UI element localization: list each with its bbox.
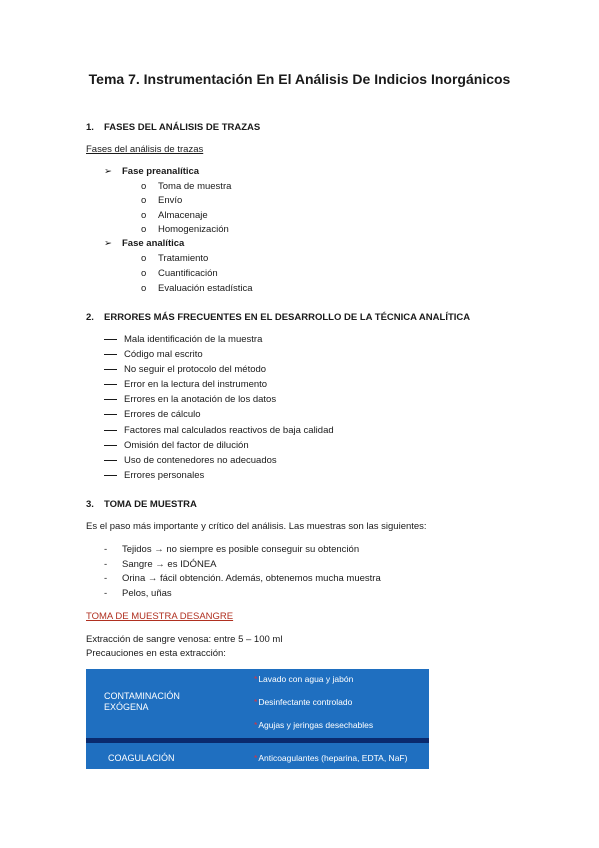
- list-item: [104, 334, 262, 345]
- subheading-toma-sangre: TOMA DE MUESTRA DESANGRE: [86, 611, 234, 622]
- section-number: 3.: [86, 499, 94, 510]
- list-item-text: No seguir el protocolo del método: [124, 364, 267, 375]
- list-item-text: Orina → fácil obtención. Además, obtenemos mucha muestra: [122, 573, 381, 584]
- circle-bullet-icon: o: [141, 253, 147, 264]
- list-item: [104, 588, 172, 599]
- list-item: [104, 409, 201, 420]
- section-title: FASES DEL ANÁLISIS DE TRAZAS: [104, 122, 261, 133]
- panel-label-line: EXÓGENA: [104, 702, 149, 712]
- circle-bullet-icon: o: [141, 268, 147, 279]
- dash-bullet-icon: [104, 399, 117, 400]
- arrow-bullet-icon: ➢: [104, 166, 112, 177]
- list-item-text: Errores en la anotación de los datos: [124, 394, 277, 405]
- list-item-text: Tratamiento: [158, 253, 209, 264]
- list-item-text: Pelos, uñas: [122, 588, 172, 599]
- list-item-text: Cuantificación: [158, 268, 218, 279]
- list-item-text: Mala identificación de la muestra: [124, 334, 263, 345]
- list-item: [104, 544, 359, 555]
- text-line: Extracción de sangre venosa: entre 5 – 100 ml: [86, 634, 283, 645]
- circle-bullet-icon: o: [141, 224, 147, 235]
- phase-label: Fase analítica: [122, 238, 185, 249]
- panel-item: [254, 720, 373, 730]
- list-item: [141, 268, 218, 279]
- circle-bullet-icon: o: [141, 283, 147, 294]
- list-item-phase: [104, 166, 199, 177]
- list-item-text: Tejidos → no siempre es posible conseguir su obtención: [122, 544, 360, 555]
- list-item: [104, 455, 277, 466]
- panel-item: [254, 674, 353, 684]
- list-item-text: Almacenaje: [158, 210, 208, 221]
- section-heading-3: [86, 499, 197, 510]
- text-line: Precauciones en esta extracción:: [86, 648, 226, 659]
- list-item: [141, 283, 253, 294]
- arrow-bullet-icon: ➢: [104, 238, 112, 249]
- list-item: [141, 195, 182, 206]
- dash-bullet-icon: [104, 475, 117, 476]
- precautions-panel: [86, 669, 429, 769]
- hyphen-bullet-icon: -: [104, 588, 108, 599]
- dash-bullet-icon: [104, 354, 117, 355]
- section-intro: Es el paso más importante y crítico del análisis. Las muestras son las siguientes:: [86, 521, 427, 532]
- list-item: [104, 425, 334, 436]
- section-title: ERRORES MÁS FRECUENTES EN EL DESARROLLO DE LA TÉCNICA ANALÍTICA: [104, 312, 471, 323]
- list-item-text: Factores mal calculados reactivos de baja calidad: [124, 425, 334, 436]
- section-heading-1: [86, 122, 260, 133]
- list-item-text: Uso de contenedores no adecuados: [124, 455, 277, 466]
- panel-item: [254, 753, 407, 763]
- list-item: [141, 253, 208, 264]
- section-title: TOMA DE MUESTRA: [104, 499, 197, 510]
- panel-item: [254, 697, 352, 707]
- list-item-text: Omisión del factor de dilución: [124, 440, 249, 451]
- list-item: [141, 224, 229, 235]
- asterisk-bullet-icon: *: [254, 720, 258, 730]
- list-item-text: Toma de muestra: [158, 181, 232, 192]
- panel-item-text: Anticoagulantes (heparina, EDTA, NaF): [258, 753, 408, 763]
- dash-bullet-icon: [104, 369, 117, 370]
- panel-label-coagulacion: COAGULACIÓN: [108, 753, 175, 763]
- list-item: [141, 181, 231, 192]
- list-item: [104, 379, 267, 390]
- subheading-fases: Fases del análisis de trazas: [86, 144, 204, 155]
- list-item: [104, 573, 381, 584]
- list-item-text: Código mal escrito: [124, 349, 203, 360]
- dash-bullet-icon: [104, 460, 117, 461]
- list-item-text: Evaluación estadística: [158, 283, 253, 294]
- dash-bullet-icon: [104, 445, 117, 446]
- panel-label-line: CONTAMINACIÓN: [104, 691, 180, 701]
- section-number: 1.: [86, 122, 94, 133]
- dash-bullet-icon: [104, 339, 117, 340]
- asterisk-bullet-icon: *: [254, 674, 258, 684]
- phase-label: Fase preanalítica: [122, 166, 200, 177]
- section-number: 2.: [86, 312, 94, 323]
- list-item: [104, 559, 217, 570]
- list-item: [104, 470, 204, 481]
- circle-bullet-icon: o: [141, 195, 147, 206]
- list-item-text: Homogenización: [158, 224, 229, 235]
- panel-item-text: Desinfectante controlado: [258, 697, 353, 707]
- asterisk-bullet-icon: *: [254, 697, 258, 707]
- list-item-text: Error en la lectura del instrumento: [124, 379, 268, 390]
- dash-bullet-icon: [104, 384, 117, 385]
- dash-bullet-icon: [104, 430, 117, 431]
- panel-divider: [86, 738, 429, 743]
- circle-bullet-icon: o: [141, 210, 147, 221]
- list-item: [104, 440, 249, 451]
- list-item-text: Envío: [158, 195, 183, 206]
- list-item-text: Errores personales: [124, 470, 205, 481]
- list-item: [104, 349, 203, 360]
- hyphen-bullet-icon: -: [104, 544, 108, 555]
- list-item-text: Sangre → es IDÓNEA: [122, 559, 217, 570]
- list-item-phase: [104, 238, 184, 249]
- list-item: [104, 394, 276, 405]
- section-heading-2: [86, 312, 470, 323]
- list-item-text: Errores de cálculo: [124, 409, 201, 420]
- hyphen-bullet-icon: -: [104, 559, 108, 570]
- circle-bullet-icon: o: [141, 181, 147, 192]
- panel-item-text: Agujas y jeringas desechables: [258, 720, 374, 730]
- panel-label-contaminacion: [104, 691, 180, 713]
- panel-item-text: Lavado con agua y jabón: [258, 674, 354, 684]
- dash-bullet-icon: [104, 414, 117, 415]
- asterisk-bullet-icon: *: [254, 753, 258, 763]
- list-item: [141, 210, 208, 221]
- hyphen-bullet-icon: -: [104, 573, 108, 584]
- list-item: [104, 364, 266, 375]
- document-title: Tema 7. Instrumentación En El Análisis De Indicios Inorgánicos: [88, 71, 511, 87]
